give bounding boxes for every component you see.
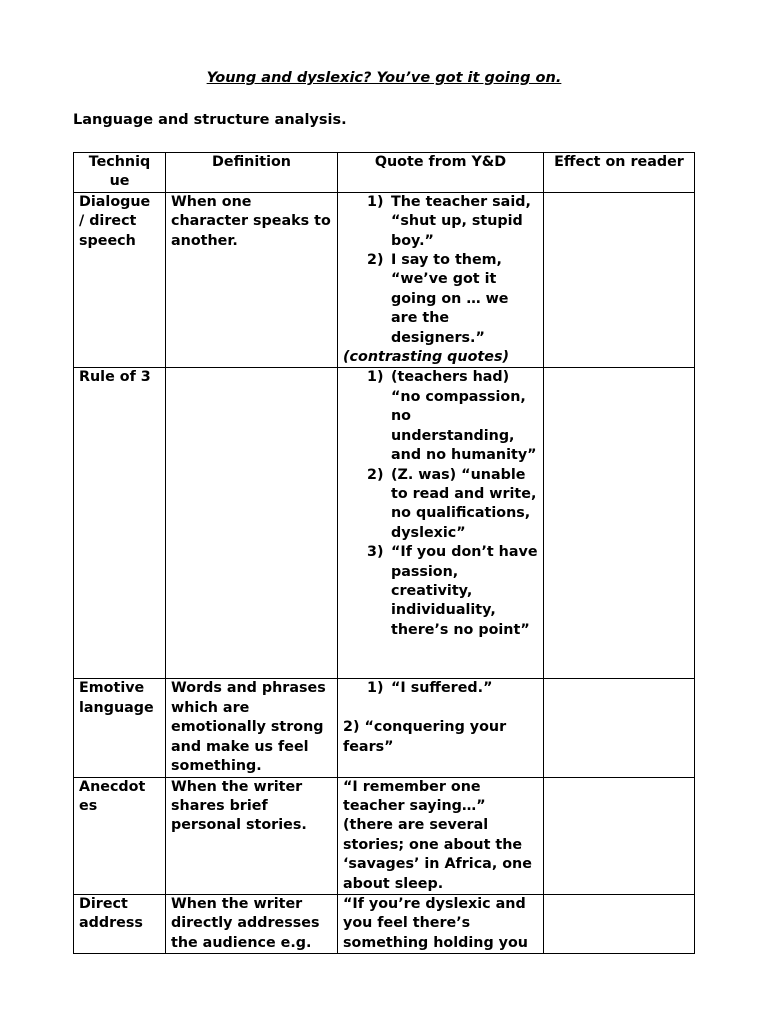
quote-text: I say to them, “we’ve got it going on … we are the designers.”	[391, 252, 509, 346]
list-number: 1)	[367, 369, 384, 386]
quote-note: (contrasting quotes)	[343, 349, 509, 366]
list-number: 1)	[367, 680, 384, 697]
quote-list	[343, 679, 538, 698]
definition-cell: When the writer directly addresses the audience e.g.	[166, 894, 338, 953]
list-number: 2)	[367, 252, 384, 269]
list-number: 1)	[367, 193, 384, 210]
table-row	[74, 679, 695, 777]
technique-cell: Dialogue / direct speech	[74, 192, 166, 368]
technique-cell: Anecdot es	[74, 777, 166, 894]
list-item	[343, 543, 538, 640]
quote-cell: “If you’re dyslexic and you feel there’s something holding you	[338, 894, 544, 953]
definition-cell	[166, 368, 338, 679]
quote-cell: “I remember one teacher saying…” (there are several stories; one about the ‘savages’ in Africa, one about sleep.	[338, 777, 544, 894]
list-item	[343, 679, 538, 698]
table-row	[74, 894, 695, 953]
list-item	[343, 193, 538, 251]
spacer	[343, 699, 538, 718]
quote-list	[343, 368, 538, 640]
quote-text: 2) “conquering your fears”	[343, 719, 507, 755]
technique-cell: Direct address	[74, 894, 166, 953]
definition-cell: When the writer shares brief personal stories.	[166, 777, 338, 894]
quote-cell	[338, 679, 544, 777]
document-title: Young and dyslexic? You’ve got it going on.	[206, 70, 562, 86]
effect-cell	[544, 894, 695, 953]
quote-text: (Z. was) “unable to read and write, no qualifications, dyslexic”	[391, 466, 537, 541]
quote-text: “If you don’t have passion, creativity, individuality, there’s no point”	[391, 544, 538, 638]
effect-cell	[544, 679, 695, 777]
quote-cell	[338, 192, 544, 368]
definition-cell: When one character speaks to another.	[166, 192, 338, 368]
quote-text: The teacher said, “shut up, stupid boy.”	[391, 193, 531, 249]
technique-cell: Emotive language	[74, 679, 166, 777]
quote-text: “I suffered.”	[391, 680, 493, 697]
table-header-row	[74, 153, 695, 193]
effect-cell	[544, 777, 695, 894]
header-effect: Effect on reader	[544, 153, 695, 193]
definition-cell: Words and phrases which are emotionally strong and make us feel something.	[166, 679, 338, 777]
table-row	[74, 368, 695, 679]
analysis-table	[73, 152, 695, 954]
header-definition: Definition	[166, 153, 338, 193]
list-item	[343, 251, 538, 348]
quote-text: (teachers had) “no compassion, no understanding, and no humanity”	[391, 369, 537, 464]
list-number: 2)	[367, 466, 384, 483]
header-quote: Quote from Y&D	[338, 153, 544, 193]
technique-cell: Rule of 3	[74, 368, 166, 679]
list-item	[343, 368, 538, 465]
effect-cell	[544, 368, 695, 679]
list-item	[343, 466, 538, 544]
table-row	[74, 777, 695, 894]
document-subtitle: Language and structure analysis.	[73, 112, 347, 128]
table-row	[74, 192, 695, 368]
effect-cell	[544, 192, 695, 368]
quote-cell	[338, 368, 544, 679]
header-technique: Techniq ue	[74, 153, 166, 193]
list-number: 3)	[367, 544, 384, 561]
quote-list	[343, 193, 538, 348]
